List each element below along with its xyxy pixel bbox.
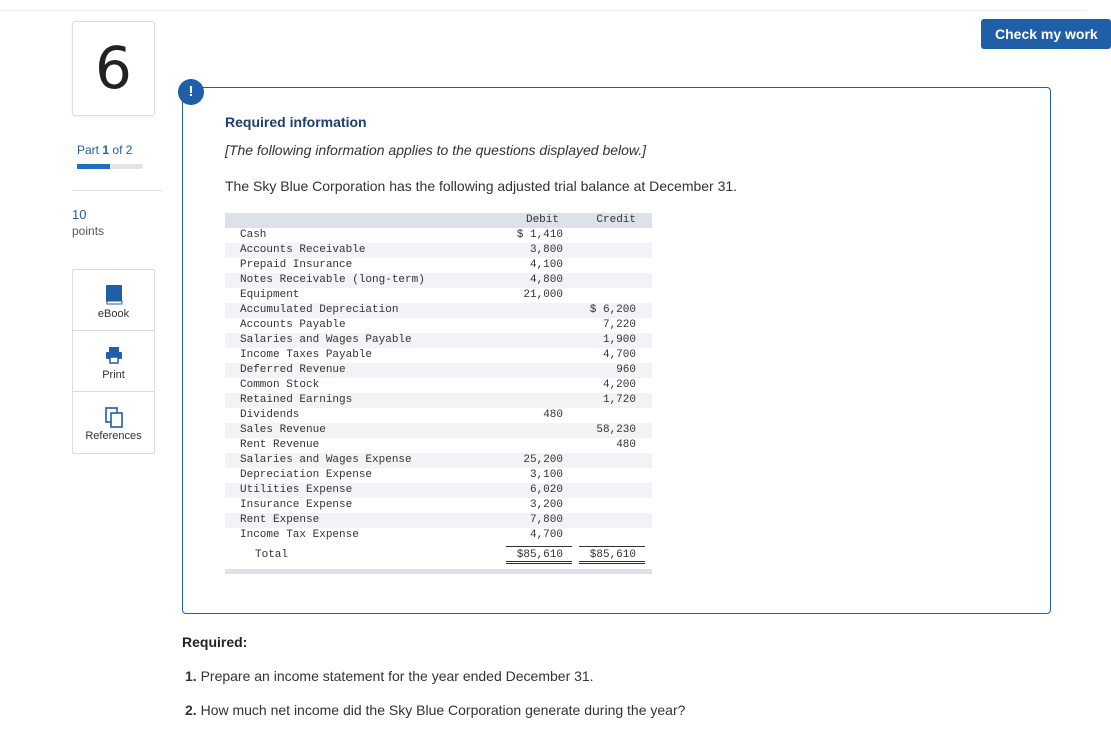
debit-total-rule <box>506 546 572 547</box>
account-cell: Retained Earnings <box>240 394 353 406</box>
credit-cell: 960 <box>616 364 636 376</box>
references-label: References <box>85 430 142 442</box>
debit-cell: 3,200 <box>529 499 563 511</box>
debit-cell: 4,700 <box>529 529 563 541</box>
table-row <box>225 498 652 513</box>
requirement-2-number: 2. <box>185 702 197 718</box>
table-row <box>225 513 652 528</box>
account-cell: Salaries and Wages Payable <box>240 334 412 346</box>
requirement-2-text: How much net income did the Sky Blue Corporation generate during the year? <box>200 702 686 718</box>
debit-cell: 4,100 <box>529 259 563 271</box>
references-button[interactable] <box>73 392 154 453</box>
table-row <box>225 288 652 303</box>
points-label: points <box>72 224 105 238</box>
top-divider <box>0 10 1086 11</box>
debit-header: Debit <box>525 214 559 226</box>
trial-balance-table <box>225 213 652 574</box>
table-row <box>225 393 652 408</box>
account-cell: Equipment <box>240 289 300 301</box>
table-row <box>225 303 652 318</box>
debit-cell: 3,100 <box>529 469 563 481</box>
table-row <box>225 483 652 498</box>
debit-cell: 3,800 <box>529 244 563 256</box>
account-cell: Cash <box>240 229 267 241</box>
part-current: 1 <box>102 143 110 157</box>
account-cell: Accounts Receivable <box>240 244 366 256</box>
debit-cell: $ 1,410 <box>516 229 563 241</box>
account-cell: Dividends <box>240 409 300 421</box>
print-label: Print <box>102 369 125 381</box>
requirement-2 <box>185 702 685 718</box>
debit-cell: 25,200 <box>523 454 563 466</box>
part-progress-bar <box>77 164 143 169</box>
credit-header: Credit <box>596 214 636 226</box>
debit-cell: 21,000 <box>523 289 563 301</box>
ebook-button[interactable] <box>73 270 154 331</box>
part-progress-fill <box>77 164 110 169</box>
credit-cell: 4,200 <box>602 379 636 391</box>
check-my-work-button[interactable]: Check my work <box>981 19 1111 49</box>
total-credit: $85,610 <box>589 549 636 561</box>
table-row <box>225 243 652 258</box>
table-row <box>225 378 652 393</box>
total-label: Total <box>255 549 289 561</box>
debit-cell: 7,800 <box>529 514 563 526</box>
credit-cell: $ 6,200 <box>589 304 636 316</box>
credit-double-underline <box>579 561 645 564</box>
sidebar-divider <box>72 190 162 191</box>
credit-cell: 1,720 <box>602 394 636 406</box>
printer-icon <box>73 345 154 367</box>
credit-cell: 4,700 <box>602 349 636 361</box>
requirement-1 <box>185 668 594 684</box>
resource-tools <box>72 269 155 454</box>
credit-cell: 58,230 <box>596 424 636 436</box>
debit-double-underline <box>506 561 572 564</box>
ebook-label: eBook <box>97 308 130 320</box>
print-button[interactable] <box>73 331 154 392</box>
applies-note: [The following information applies to the questions displayed below.] <box>225 142 647 158</box>
account-cell: Common Stock <box>240 379 320 391</box>
account-cell: Rent Expense <box>240 514 320 526</box>
account-cell: Salaries and Wages Expense <box>240 454 412 466</box>
table-row <box>225 468 652 483</box>
total-row <box>225 546 652 563</box>
points-value: 10 <box>72 207 87 222</box>
account-cell: Accounts Payable <box>240 319 346 331</box>
table-row <box>225 363 652 378</box>
debit-cell: 480 <box>543 409 563 421</box>
table-row <box>225 228 652 243</box>
references-icon <box>73 406 154 428</box>
account-cell: Income Tax Expense <box>240 529 359 541</box>
table-row <box>225 453 652 468</box>
credit-cell: 1,900 <box>602 334 636 346</box>
book-icon <box>73 284 154 306</box>
table-row <box>225 528 652 543</box>
table-row <box>225 423 652 438</box>
table-row <box>225 273 652 288</box>
account-cell: Depreciation Expense <box>240 469 373 481</box>
part-word: Part <box>77 143 100 157</box>
debit-cell: 4,800 <box>529 274 563 286</box>
account-cell: Accumulated Depreciation <box>240 304 399 316</box>
table-row <box>225 438 652 453</box>
question-number-box <box>72 21 155 116</box>
credit-total-rule <box>579 546 645 547</box>
table-row <box>225 348 652 363</box>
required-label: Required: <box>182 634 248 650</box>
required-information-title: Required information <box>225 114 367 130</box>
part-total: of 2 <box>112 143 133 157</box>
table-footer <box>225 569 652 574</box>
question-number: 6 <box>95 34 132 102</box>
account-cell: Income Taxes Payable <box>240 349 373 361</box>
alert-icon: ! <box>178 79 204 105</box>
table-row <box>225 258 652 273</box>
table-header <box>225 213 652 228</box>
table-body <box>225 228 652 543</box>
part-indicator <box>77 143 132 157</box>
debit-cell: 6,020 <box>529 484 563 496</box>
total-debit: $85,610 <box>516 549 563 561</box>
account-cell: Prepaid Insurance <box>240 259 353 271</box>
account-cell: Deferred Revenue <box>240 364 346 376</box>
account-cell: Utilities Expense <box>240 484 353 496</box>
credit-cell: 480 <box>616 439 636 451</box>
account-cell: Rent Revenue <box>240 439 320 451</box>
account-cell: Sales Revenue <box>240 424 326 436</box>
table-row <box>225 408 652 423</box>
table-row <box>225 333 652 348</box>
account-cell: Notes Receivable (long-term) <box>240 274 425 286</box>
table-row <box>225 318 652 333</box>
account-cell: Insurance Expense <box>240 499 353 511</box>
requirement-1-number: 1. <box>185 668 197 684</box>
requirement-1-text: Prepare an income statement for the year ended December 31. <box>200 668 594 684</box>
problem-intro: The Sky Blue Corporation has the following adjusted trial balance at December 31. <box>225 178 738 194</box>
credit-cell: 7,220 <box>602 319 636 331</box>
